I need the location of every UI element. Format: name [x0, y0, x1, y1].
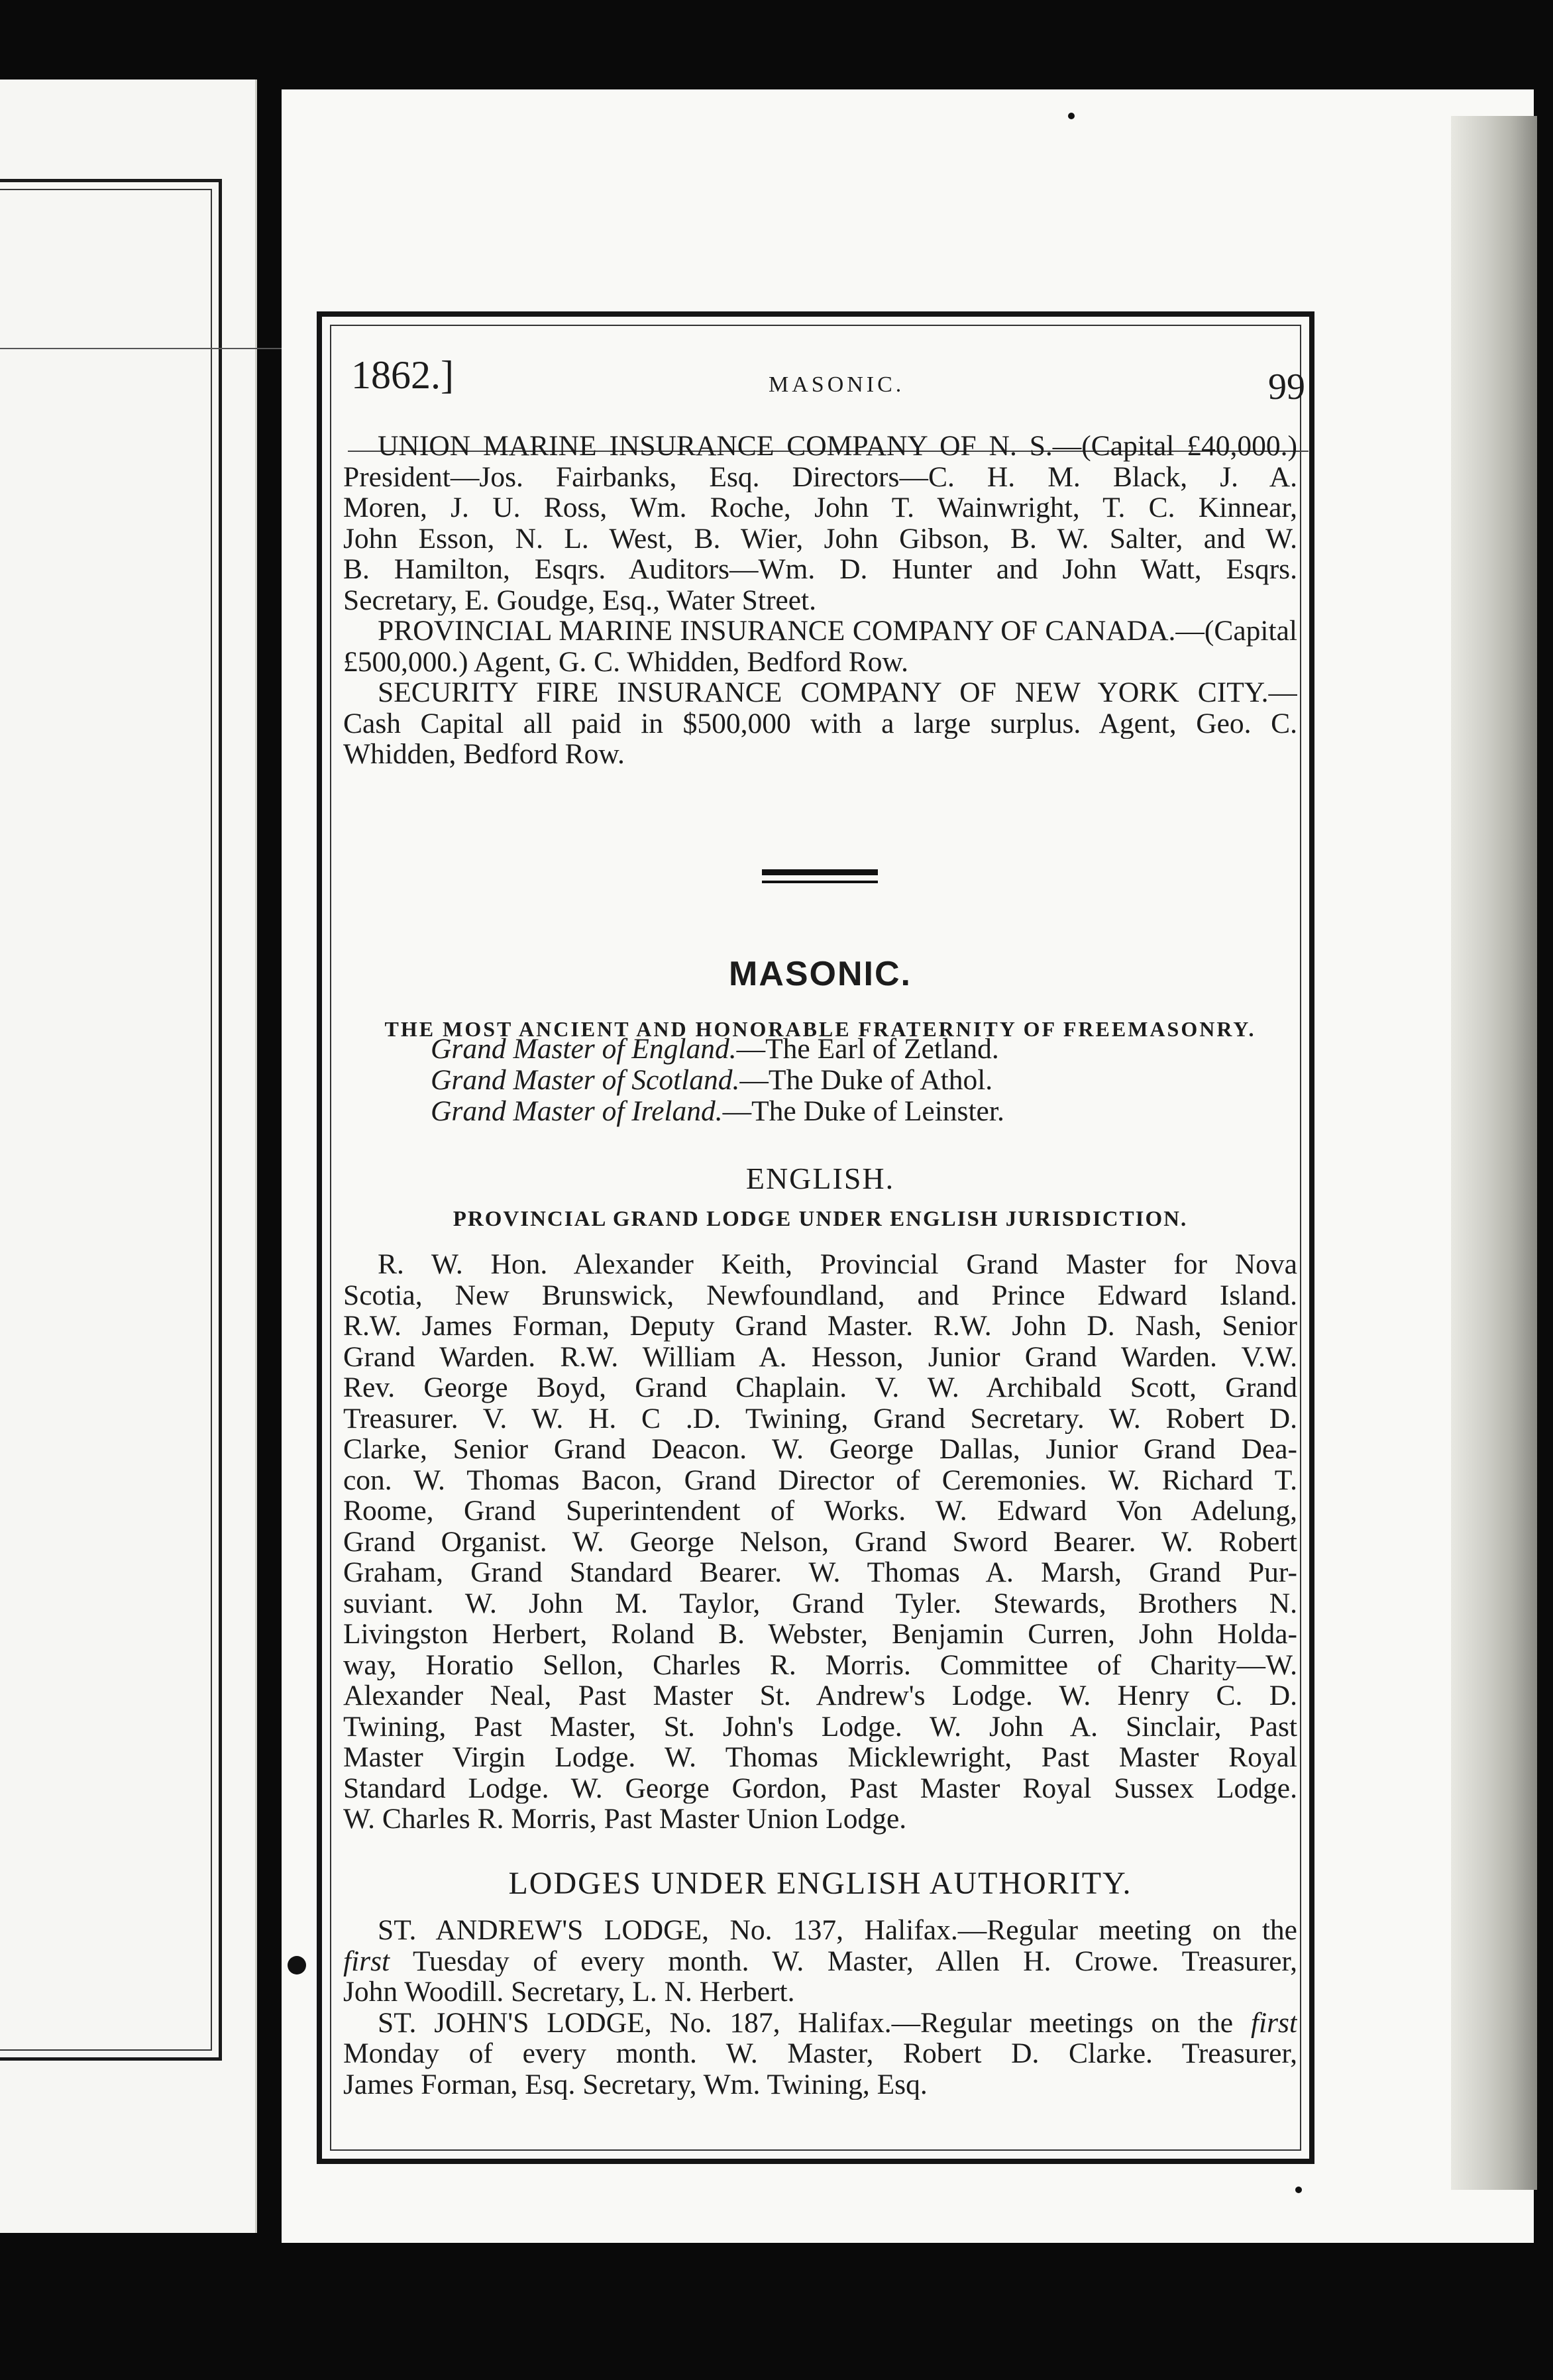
provincial-officer-line: Clarke, Senior Grand Deacon. W. George Dallas, Junior Grand Dea- [343, 1434, 1297, 1465]
insurance-line: UNION MARINE INSURANCE COMPANY OF N. S.—(Capital £40,000.) [378, 431, 1297, 462]
st-johns-lodge-line-3: James Forman, Esq. Secretary, Wm. Twining, Esq. [343, 2069, 928, 2100]
provincial-officer-line: Grand Warden. R.W. William A. Hesson, Junior Grand Warden. V.W. [343, 1341, 1297, 1372]
provincial-officer-line: con. W. Thomas Bacon, Grand Director of Ceremonies. W. Richard T. [343, 1464, 1297, 1495]
provincial-grand-lodge-heading: PROVINCIAL GRAND LODGE UNDER ENGLISH JURISDICTION. [453, 1207, 1188, 1231]
insurance-line: PROVINCIAL MARINE INSURANCE COMPANY OF CANADA.—(Capital [378, 616, 1297, 647]
insurance-line: Whidden, Bedford Row. [343, 739, 625, 770]
grand-masters-list [431, 1034, 1004, 1127]
st-johns-lodge-line-1: ST. JOHN'S LODGE, No. 187, Halifax.—Regular meetings on the first [378, 2007, 1297, 2038]
st-andrews-lodge-line-1: ST. ANDREW'S LODGE, No. 137, Halifax.—Regular meeting on the [378, 1915, 1297, 1946]
provincial-officer-line: Scotia, New Brunswick, Newfoundland, and Prince Edward Island. [343, 1279, 1297, 1311]
insurance-line: President—Jos. Fairbanks, Esq. Directors—C. H. M. Black, J. A. [343, 461, 1297, 492]
provincial-officer-line: R.W. James Forman, Deputy Grand Master. R.W. John D. Nash, Senior [343, 1311, 1297, 1342]
provincial-officer-line: R. W. Hon. Alexander Keith, Provincial Grand Master for Nova [378, 1249, 1297, 1280]
insurance-line: SECURITY FIRE INSURANCE COMPANY OF NEW YORK CITY.— [378, 677, 1297, 708]
grand-master-england: Grand Master of England.—The Earl of Zetland. [431, 1033, 999, 1065]
provincial-officer-line: way, Horatio Sellon, Charles R. Morris. Committee of Charity—W. [343, 1649, 1297, 1680]
provincial-officer-line: Roome, Grand Superintendent of Works. W. Edward Von Adelung, [343, 1495, 1297, 1527]
insurance-line: B. Hamilton, Esqrs. Auditors—Wm. D. Hunter and John Watt, Esqrs. [343, 554, 1297, 585]
provincial-officer-line: Master Virgin Lodge. W. Thomas Micklewright, Past Master Royal [343, 1742, 1297, 1773]
insurance-line: Cash Capital all paid in $500,000 with a large surplus. Agent, Geo. C. [343, 708, 1297, 739]
st-johns-lodge-line-2: Monday of every month. W. Master, Robert D. Clarke. Treasurer, [343, 2038, 1297, 2069]
ink-speck [1295, 2187, 1302, 2193]
masonic-heading: MASONIC. [729, 955, 912, 993]
lodges-list [343, 1915, 1297, 2100]
page-edge [1451, 116, 1537, 2190]
ink-speck [1068, 113, 1075, 119]
provincial-officer-line: Twining, Past Master, St. John's Lodge. W. John A. Sinclair, Past [343, 1711, 1297, 1742]
grand-master-scotland: Grand Master of Scotland.—The Duke of Athol. [431, 1064, 993, 1096]
insurance-companies-section [343, 431, 1297, 770]
running-head-title: MASONIC. [769, 372, 905, 397]
provincial-officer-line: Standard Lodge. W. George Gordon, Past Master Royal Sussex Lodge. [343, 1772, 1297, 1804]
insurance-line: John Esson, N. L. West, B. Wier, John Gibson, B. W. Salter, and W. [343, 523, 1297, 554]
provincial-officer-line: Livingston Herbert, Roland B. Webster, Benjamin Curren, John Holda- [343, 1619, 1297, 1650]
provincial-officer-line: Treasurer. V. W. H. C .D. Twining, Grand Secretary. W. Robert D. [343, 1403, 1297, 1434]
provincial-officer-line: Alexander Neal, Past Master St. Andrew's Lodge. W. Henry C. D. [343, 1680, 1297, 1711]
running-head [351, 346, 1318, 407]
grand-master-ireland: Grand Master of Ireland.—The Duke of Leinster. [431, 1095, 1004, 1127]
st-andrews-lodge-line-2: first Tuesday of every month. W. Master, Allen H. Crowe. Treasurer, [343, 1945, 1297, 1976]
english-heading: ENGLISH. [745, 1162, 895, 1195]
lodges-heading: LODGES UNDER ENGLISH AUTHORITY. [508, 1866, 1132, 1901]
provincial-officer-line: Rev. George Boyd, Grand Chaplain. V. W. Archibald Scott, Grand [343, 1372, 1297, 1403]
previous-page-border [0, 179, 222, 2061]
provincial-officer-line: W. Charles R. Morris, Past Master Union Lodge. [343, 1804, 907, 1835]
page-number: 99 [1268, 366, 1305, 407]
ink-blot [288, 1956, 306, 1974]
insurance-line: Secretary, E. Goudge, Esq., Water Street. [343, 584, 817, 616]
insurance-line: Moren, J. U. Ross, Wm. Roche, John T. Wainwright, T. C. Kinnear, [343, 492, 1297, 523]
masonic-subtitle: THE MOST ANCIENT AND HONORABLE FRATERNITY OF FREEMASONRY. [384, 1017, 1256, 1041]
running-head-year: 1862.] [351, 353, 454, 397]
provincial-grand-lodge-officers [343, 1249, 1297, 1835]
insurance-line: £500,000.) Agent, G. C. Whidden, Bedford Row. [343, 646, 909, 677]
provincial-officer-line: Grand Organist. W. George Nelson, Grand Sword Bearer. W. Robert [343, 1526, 1297, 1557]
st-andrews-lodge-line-3: John Woodill. Secretary, L. N. Herbert. [343, 1976, 795, 2008]
provincial-officer-line: Graham, Grand Standard Bearer. W. Thomas A. Marsh, Grand Pur- [343, 1557, 1297, 1588]
provincial-officer-line: suviant. W. John M. Taylor, Grand Tyler. Stewards, Brothers N. [343, 1588, 1297, 1619]
